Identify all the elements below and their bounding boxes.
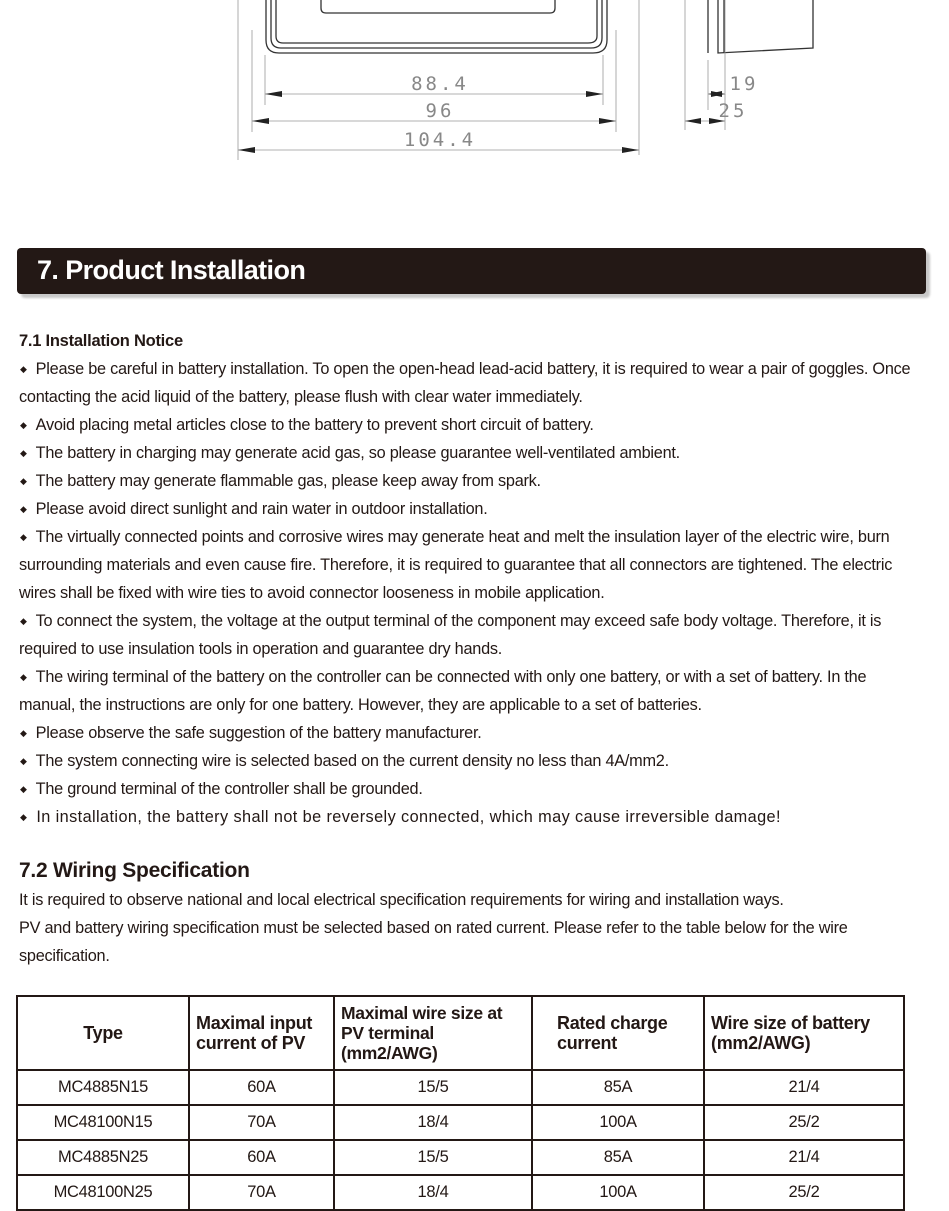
cell: 15/5 [334,1070,532,1105]
wiring-paragraph: It is required to observe national and local electrical specification requirements for wiring and installation ways. [19,891,784,909]
content [19,327,919,970]
cell: 21/4 [704,1070,904,1105]
cell: 21/4 [704,1140,904,1175]
table-row [17,1140,904,1175]
list-item: ◆ To connect the system, the voltage at the output terminal of the component may exceed safe body voltage. Therefore, it is required to use insulation tools in operation and guarantee dry hands. [19,607,919,663]
notice-title: 7.1 Installation Notice [19,332,183,350]
dimension-25: 25 [718,100,748,122]
column-header: Maximal input current of PV [189,996,334,1070]
cell: 100A [532,1105,704,1140]
notice-list [19,355,919,831]
table-row [17,1175,904,1210]
list-item: ◆ Please be careful in battery installation. To open the open-head lead-acid battery, it is required to wear a pair of goggles. Once contacting the acid liquid of the battery, please flush with clear water immediately. [19,355,919,411]
column-header: Wire size of battery (mm2/AWG) [704,996,904,1070]
table-row [17,1070,904,1105]
section-banner [17,248,926,294]
cell: 85A [532,1140,704,1175]
dimension-drawing [0,0,949,170]
cell: 60A [189,1140,334,1175]
list-item: ◆ The virtually connected points and corrosive wires may generate heat and melt the insulation layer of the electric wire, burn surrounding materials and even cause fire. Therefore, it is required to guarantee that all connectors are tightened. The electric wires shall be fixed with wire ties to avoid connector looseness in mobile application. [19,523,919,607]
list-item: ◆ The battery in charging may generate acid gas, so please guarantee well-ventilated ambient. [19,439,919,467]
cell: 18/4 [334,1175,532,1210]
cell: MC4885N15 [17,1070,189,1105]
cell: 15/5 [334,1140,532,1175]
list-item: ◆ Please avoid direct sunlight and rain water in outdoor installation. [19,495,919,523]
cell: 85A [532,1070,704,1105]
column-header: Type [17,996,189,1070]
list-item: ◆ The wiring terminal of the battery on the controller can be connected with only one battery, or with a set of battery. In the manual, the instructions are only for one battery. However, they are applicable to a set of batteries. [19,663,919,719]
list-item: ◆ The battery may generate flammable gas, please keep away from spark. [19,467,919,495]
list-item: ◆ Please observe the safe suggestion of the battery manufacturer. [19,719,919,747]
wiring-title: 7.2 Wiring Specification [19,859,250,882]
cell: 25/2 [704,1175,904,1210]
column-header: Maximal wire size at PV terminal (mm2/AWG) [334,996,532,1070]
cell: MC48100N25 [17,1175,189,1210]
cell: 18/4 [334,1105,532,1140]
dimension-104-4: 104.4 [403,129,477,151]
cell: 70A [189,1175,334,1210]
dimension-88-4: 88.4 [411,73,469,95]
dimension-19: 19 [729,73,759,95]
cell: 25/2 [704,1105,904,1140]
column-header: Rated charge current [532,996,704,1070]
wiring-paragraph: PV and battery wiring specification must be selected based on rated current. Please refer to the table below for the wire specification. [19,919,848,965]
wiring-spec-table [16,995,905,1211]
list-item: ◆ In installation, the battery shall not be reversely connected, which may cause irreversible damage! [19,803,919,831]
cell: 70A [189,1105,334,1140]
list-item: ◆ The system connecting wire is selected based on the current density no less than 4A/mm2. [19,747,919,775]
cell: MC48100N15 [17,1105,189,1140]
dimension-96: 96 [425,100,455,122]
cell: 60A [189,1070,334,1105]
list-item: ◆ Avoid placing metal articles close to the battery to prevent short circuit of battery. [19,411,919,439]
list-item: ◆ The ground terminal of the controller shall be grounded. [19,775,919,803]
section-title: 7. Product Installation [37,255,306,285]
table-row [17,1105,904,1140]
cell: MC4885N25 [17,1140,189,1175]
table-header-row [17,996,904,1070]
cell: 100A [532,1175,704,1210]
